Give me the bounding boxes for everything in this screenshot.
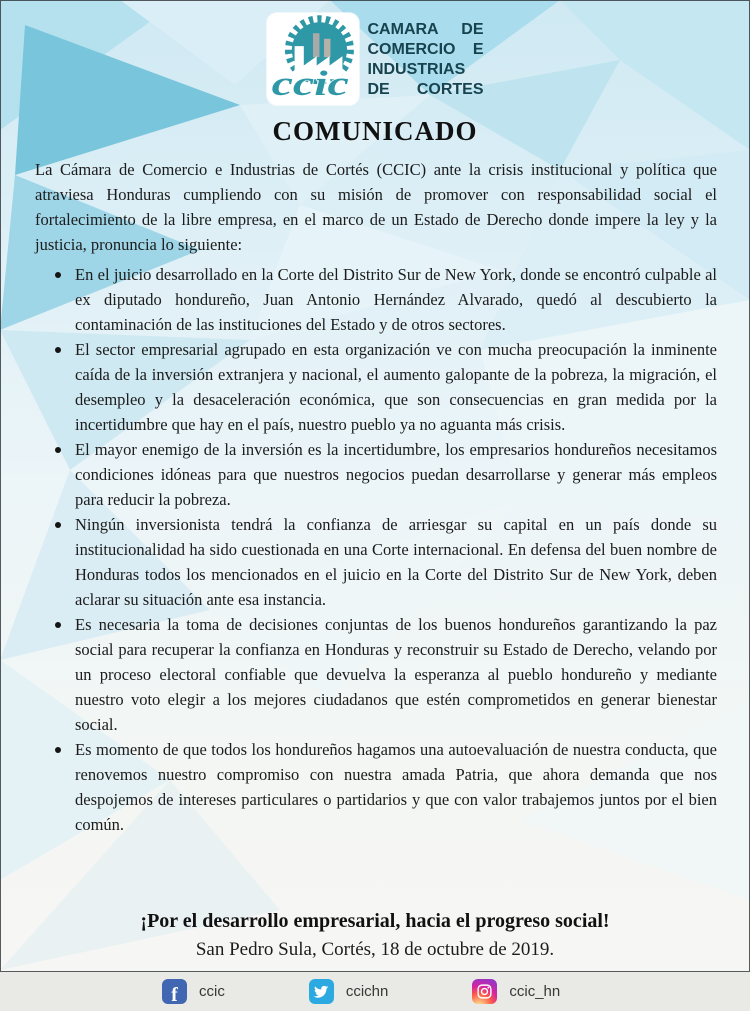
twitter-handle: ccichn: [345, 983, 389, 1000]
instagram-icon: [472, 979, 497, 1004]
ccic-logo: [267, 13, 359, 105]
bullet-item: El mayor enemigo de la inversión es la incertidumbre, los empresarios hondureños necesitamos condiciones idóneas para que nuestros negocios puedan desarrollarse y generar más empleos para reducir la pobreza.: [35, 437, 717, 512]
logo-name-line: DE CORTES: [367, 81, 484, 98]
bullet-item: Ningún inversionista tendrá la confianza de arriesgar su capital en un país donde su institucionalidad ha sido cuestionada en una Corte internacional. En defensa del buen nombre de Honduras todos los mencionados en el juicio en la Corte del Distrito Sur de New York, deben aclarar su situación ante esa instancia.: [35, 512, 717, 612]
bullet-item: El sector empresarial agrupado en esta organización ve con mucha preocupación la inminente caída de la inversión extranjera y nacional, el aumento galopante de la pobreza, la migración, el desempleo y la desaceleración económica, que son consecuencias en gran medida por la incertidumbre que hay en el país, nuestro pueblo ya no aguanta más crisis.: [35, 337, 717, 437]
slogan: ¡Por el desarrollo empresarial, hacia el progreso social!: [140, 910, 610, 932]
bullet-item: En el juicio desarrollado en la Corte del Distrito Sur de New York, donde se encontró culpable al ex diputado hondureño, Juan Antonio Hernández Alvarado, quedó al descubierto la contaminación de las instituciones del Estado y de otros sectores.: [35, 262, 717, 337]
ccic-logo-acronym: ccic: [271, 63, 349, 103]
intro-paragraph: La Cámara de Comercio e Industrias de Cortés (CCIC) ante la crisis institucional y política que atraviesa Honduras cumpliendo con su misión de promover con responsabilidad social el fortalecimiento de la libre empresa, en el marco de un Estado de Derecho donde impere la ley y la justicia, pronuncia lo siguiente:: [35, 160, 717, 254]
ccic-logo-name: [368, 13, 484, 100]
facebook-handle: ccic: [199, 983, 225, 1000]
header: [0, 0, 750, 110]
document-title: COMUNICADO: [272, 116, 478, 146]
sign-off: [0, 910, 750, 961]
social-item-twitter: [309, 979, 389, 1004]
social-item-facebook: [162, 979, 225, 1004]
logo-name-line: COMERCIO E: [367, 41, 484, 58]
social-item-instagram: [472, 979, 560, 1004]
ccic-logo-mark: [267, 13, 359, 105]
bullet-item: Es momento de que todos los hondureños hagamos una autoevaluación de nuestra conducta, que renovemos nuestro compromiso con nuestra amada Patria, que ahora demanda que nos despojemos de intereses particulares o partidarios y que con valor trabajemos juntos por el bien común.: [35, 737, 717, 837]
logo-name-line: CAMARA DE: [367, 21, 484, 38]
logo-name-line: INDUSTRIAS: [367, 61, 466, 78]
twitter-icon: [309, 979, 334, 1004]
instagram-handle: ccic_hn: [509, 983, 561, 1000]
bullet-item: Es necesaria la toma de decisiones conjuntas de los buenos hondureños garantizando la paz social para recuperar la confianza en Honduras y reconstruir su Estado de Derecho, velando por un proceso electoral confiable que devuelva la esperanza al pueblo hondureño y mediante nuestro voto elegir a los mejores ciudadanos que estén comprometidos en generar bienestar social.: [35, 612, 717, 737]
social-bar: [0, 972, 750, 1011]
facebook-icon: f: [162, 979, 187, 1004]
bullet-list: [35, 262, 717, 837]
dateline: San Pedro Sula, Cortés, 18 de octubre de 2019.: [195, 939, 555, 960]
